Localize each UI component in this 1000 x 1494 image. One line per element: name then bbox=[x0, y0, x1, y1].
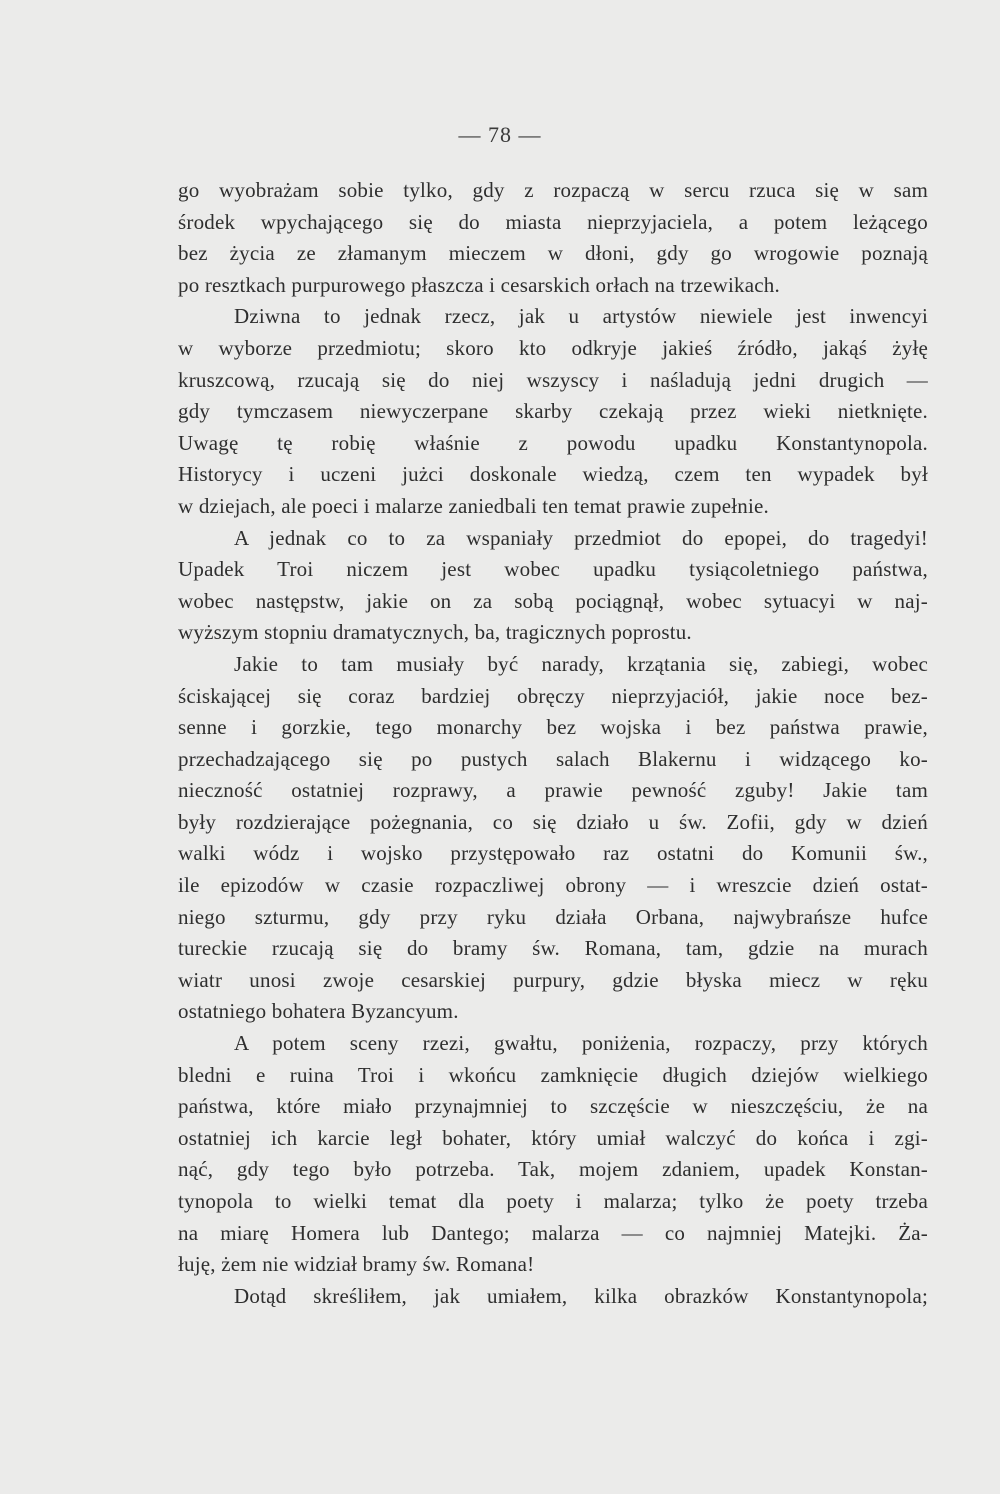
text-line: walki wódz i wojsko przystępowało raz ostatni do Komunii św., bbox=[178, 841, 928, 866]
text-line: Jakie to tam musiały być narady, krzątania się, zabiegi, wobec bbox=[234, 651, 928, 676]
body-text bbox=[178, 175, 928, 1312]
text-line: Historycy i uczeni jużci doskonale wiedzą, czem ten wypadek był bbox=[178, 462, 928, 487]
text-line: ściskającej się coraz bardziej obręczy nieprzyjaciół, jakie noce bez- bbox=[178, 683, 928, 708]
text-line: ile epizodów w czasie rozpaczliwej obrony — i wreszcie dzień ostat- bbox=[178, 873, 928, 898]
text-line: w wyborze przedmiotu; skoro kto odkryje jakieś źródło, jakąś żyłę bbox=[178, 335, 928, 360]
text-line: w dziejach, ale poeci i malarze zaniedbali ten temat prawie zupełnie. bbox=[178, 493, 770, 518]
text-line: łuję, żem nie widział bramy św. Romana! bbox=[178, 1252, 535, 1277]
text-line: wyższym stopniu dramatycznych, ba, tragicznych poprostu. bbox=[178, 620, 692, 645]
text-line: były rozdzierające pożegnania, co się działo u św. Zofii, gdy w dzień bbox=[178, 809, 928, 834]
text-line: Dziwna to jednak rzecz, jak u artystów niewiele jest inwencyi bbox=[234, 304, 928, 329]
text-line: środek wpychającego się do miasta nieprzyjaciela, a potem leżącego bbox=[178, 209, 928, 234]
text-line: Upadek Troi niczem jest wobec upadku tysiącoletniego państwa, bbox=[178, 557, 928, 582]
text-line: wobec następstw, jakie on za sobą pociągnął, wobec sytuacyi w naj- bbox=[178, 588, 928, 613]
text-line: senne i gorzkie, tego monarchy bez wojska i bez państwa prawie, bbox=[178, 715, 928, 740]
text-line: Uwagę tę robię właśnie z powodu upadku Konstantynopola. bbox=[178, 430, 928, 455]
page-number: — 78 — bbox=[458, 122, 542, 147]
text-line: ostatniego bohatera Byzancyum. bbox=[178, 999, 459, 1024]
text-line: wiatr unosi zwoje cesarskiej purpury, gdzie błyska miecz w ręku bbox=[178, 967, 928, 992]
text-line: przechadzającego się po pustych salach Blakernu i widzącego ko- bbox=[178, 746, 928, 771]
text-line: na miarę Homera lub Dantego; malarza — co najmniej Matejki. Ża- bbox=[178, 1220, 928, 1245]
text-line: nąć, gdy tego było potrzeba. Tak, mojem zdaniem, upadek Konstan- bbox=[178, 1157, 928, 1182]
text-line: tureckie rzucają się do bramy św. Romana, tam, gdzie na murach bbox=[178, 936, 928, 961]
text-line: ostatniej ich karcie legł bohater, który umiał walczyć do końca i zgi- bbox=[178, 1125, 928, 1150]
text-line: tynopola to wielki temat dla poety i malarza; tylko że poety trzeba bbox=[178, 1189, 928, 1213]
text-line: gdy tymczasem niewyczerpane skarby czekają przez wieki nietknięte. bbox=[178, 399, 928, 424]
text-line: kruszcową, rzucają się do niej wszyscy i naśladują jedni drugich — bbox=[178, 367, 928, 392]
text-line: Dotąd skreśliłem, jak umiałem, kilka obrazków Konstantynopola; bbox=[234, 1283, 928, 1308]
text-line: niego szturmu, gdy przy ryku działa Orbana, najwybrańsze hufce bbox=[178, 904, 928, 929]
text-line: po resztkach purpurowego płaszcza i cesarskich orłach na trzewikach. bbox=[178, 272, 780, 297]
text-line: go wyobrażam sobie tylko, gdy z rozpaczą w sercu rzuca się w sam bbox=[178, 178, 928, 202]
text-line: A potem sceny rzezi, gwałtu, poniżenia, rozpaczy, przy których bbox=[234, 1031, 928, 1056]
text-line: państwa, które miało przynajmniej to szczęście w nieszczęściu, że na bbox=[178, 1094, 928, 1119]
text-line: bledni e ruina Troi i wkońcu zamknięcie długich dziejów wielkiego bbox=[178, 1062, 928, 1087]
text-line: bez życia ze złamanym mieczem w dłoni, gdy go wrogowie poznają bbox=[178, 241, 928, 266]
text-line: nieczność ostatniej rozprawy, a prawie pewność zguby! Jakie tam bbox=[178, 778, 928, 803]
text-line: A jednak co to za wspaniały przedmiot do epopei, do tragedyi! bbox=[234, 525, 928, 550]
